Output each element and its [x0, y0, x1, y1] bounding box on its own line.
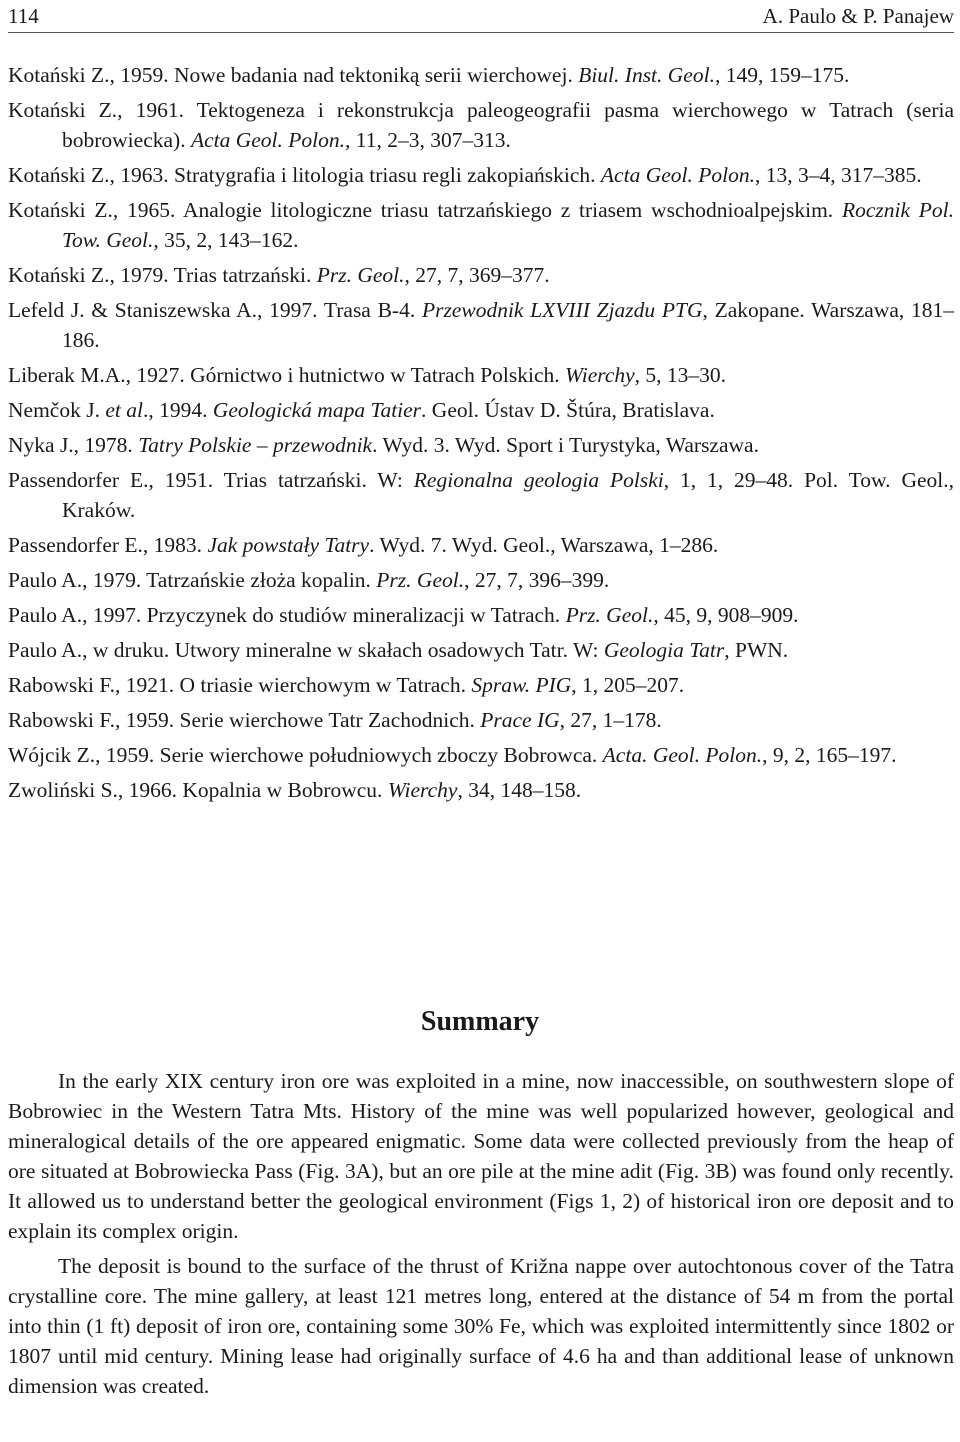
reference-text: Liberak M.A., 1927. Górnictwo i hutnictwo w Tatrach Polskich. [8, 363, 566, 387]
reference-text: Wójcik Z., 1959. Serie wierchowe południowych zboczy Bobrowca. [8, 743, 603, 767]
reference-entry [8, 60, 954, 90]
reference-text: , Zakopane. Warszawa, 181–186. [62, 298, 954, 352]
reference-text: , 11, 2–3, 307–313. [345, 128, 511, 152]
running-head-authors: A. Paulo & P. Panajew [762, 3, 954, 28]
reference-text: , 5, 13–30. [634, 363, 727, 387]
reference-entry [8, 465, 954, 525]
reference-text: Nemčok J. [8, 398, 106, 422]
reference-text: . Geol. Ústav D. Štúra, Bratislava. [421, 398, 715, 422]
reference-text: Kotański Z., 1963. Stratygrafia i litologia triasu regli zakopiańskich. [8, 163, 601, 187]
reference-source-italic: Geologia Tatr [603, 638, 725, 662]
reference-text: Kotański Z., 1961. Tektogeneza i rekonstrukcja paleogeografii pasma wierchowego w Tatrach (seria bobrowiecka). [8, 98, 954, 152]
reference-source-italic: Wierchy [387, 778, 458, 802]
reference-text: , 1, 205–207. [571, 673, 685, 697]
summary-heading: Summary [420, 1006, 540, 1037]
reference-source-italic: Prz. Geol. [565, 603, 654, 627]
reference-entry [8, 670, 954, 700]
reference-source-italic: Biul. Inst. Geol. [578, 63, 715, 87]
reference-text: , 1, 1, 29–48. Pol. Tow. Geol., Kraków. [62, 468, 954, 522]
summary-paragraph: The deposit is bound to the surface of the thrust of Križna nappe over autochtonous cover of the Tatra crystalline core. The mine gallery, at least 121 metres long, entered at the distance of 54 m from the portal into thin (1 ft) deposit of iron ore, containing some 30% Fe, which was exploited intermittently since 1802 or 1807 until mid century. Mining lease had originally surface of 4.6 ha and than additional lease of unknown dimension was created. [8, 1254, 954, 1398]
reference-entry [8, 260, 954, 290]
reference-text: Rabowski F., 1921. O triasie wierchowym w Tatrach. [8, 673, 472, 697]
reference-entry [8, 740, 954, 770]
reference-entry [8, 195, 954, 255]
reference-text: Kotański Z., 1965. Analogie litologiczne triasu tatrzańskiego z triasem wschodnioalpejskim. [8, 198, 842, 222]
reference-entry [8, 635, 954, 665]
reference-text: , 34, 148–158. [457, 778, 582, 802]
page-header [8, 0, 954, 33]
reference-entry [8, 360, 954, 390]
reference-entry [8, 775, 954, 805]
summary-section [8, 1066, 954, 1406]
reference-source-italic: Acta Geol. Polon. [600, 163, 755, 187]
reference-text: , 149, 159–175. [714, 63, 850, 87]
reference-text: Passendorfer E., 1951. Trias tatrzański. W: [8, 468, 414, 492]
reference-entry [8, 395, 954, 425]
reference-source-italic: Geologická mapa Tatier [212, 398, 422, 422]
reference-source-italic: Regionalna geologia Polski [413, 468, 664, 492]
reference-source-italic: Acta. Geol. Polon. [602, 743, 763, 767]
reference-source-italic: Prace IG [480, 708, 560, 732]
reference-source-italic: Prz. Geol. [376, 568, 465, 592]
reference-source-italic: Przewodnik LXVIII Zjazdu PTG [421, 298, 703, 322]
summary-paragraph: In the early XIX century iron ore was exploited in a mine, now inaccessible, on southwestern slope of Bobrowiec in the Western Tatra Mts. History of the mine was well popularized however, geological and mineralogical details of the ore appeared enigmatic. Some data were collected previously from the heap of ore situated at Bobrowiecka Pass (Fig. 3A), but an ore pile at the mine adit (Fig. 3B) was found only recently. It allowed us to understand better the geological environment (Figs 1, 2) of historical iron ore deposit and to explain its complex origin. [8, 1069, 954, 1243]
reference-text: Paulo A., 1979. Tatrzańskie złoża kopalin. [8, 568, 377, 592]
reference-entry [8, 95, 954, 155]
reference-entry [8, 565, 954, 595]
reference-text: , 27, 7, 369–377. [404, 263, 550, 287]
reference-entry [8, 295, 954, 355]
reference-source-italic: et al [105, 398, 143, 422]
reference-source-italic: Prz. Geol. [316, 263, 405, 287]
reference-text: Kotański Z., 1959. Nowe badania nad tektoniką serii wierchowej. [8, 63, 579, 87]
reference-text: Kotański Z., 1979. Trias tatrzański. [8, 263, 317, 287]
reference-list [8, 60, 954, 810]
reference-entry [8, 530, 954, 560]
reference-source-italic: Jak powstały Tatry [207, 533, 370, 557]
reference-entry [8, 705, 954, 735]
reference-entry [8, 430, 954, 460]
reference-text: , 13, 3–4, 317–385. [754, 163, 922, 187]
reference-source-italic: Spraw. PIG [471, 673, 572, 697]
reference-source-italic: Tatry Polskie – przewodnik [138, 433, 373, 457]
reference-text: , PWN. [724, 638, 789, 662]
reference-text: , 35, 2, 143–162. [153, 228, 299, 252]
reference-text: , 27, 1–178. [559, 708, 662, 732]
reference-text: , 45, 9, 908–909. [653, 603, 799, 627]
reference-text: Zwoliński S., 1966. Kopalnia w Bobrowcu. [8, 778, 388, 802]
reference-source-italic: Rocznik Pol. Tow. Geol. [62, 198, 954, 252]
reference-text: Nyka J., 1978. [8, 433, 139, 457]
reference-source-italic: Acta Geol. Polon. [190, 128, 346, 152]
reference-text: , 27, 7, 396–399. [464, 568, 610, 592]
page-number: 114 [8, 3, 39, 28]
reference-text: Lefeld J. & Staniszewska A., 1997. Trasa B-4. [8, 298, 422, 322]
reference-entry [8, 160, 954, 190]
reference-text: , 9, 2, 165–197. [762, 743, 897, 767]
reference-text: ., 1994. [142, 398, 213, 422]
reference-text: Paulo A., 1997. Przyczynek do studiów mineralizacji w Tatrach. [8, 603, 566, 627]
reference-source-italic: Wierchy [565, 363, 635, 387]
reference-text: Passendorfer E., 1983. [8, 533, 208, 557]
reference-text: Paulo A., w druku. Utwory mineralne w skałach osadowych Tatr. W: [8, 638, 604, 662]
reference-text: Rabowski F., 1959. Serie wierchowe Tatr Zachodnich. [8, 708, 481, 732]
reference-entry [8, 600, 954, 630]
reference-text: . Wyd. 3. Wyd. Sport i Turystyka, Warszawa. [372, 433, 759, 457]
reference-text: . Wyd. 7. Wyd. Geol., Warszawa, 1–286. [369, 533, 719, 557]
